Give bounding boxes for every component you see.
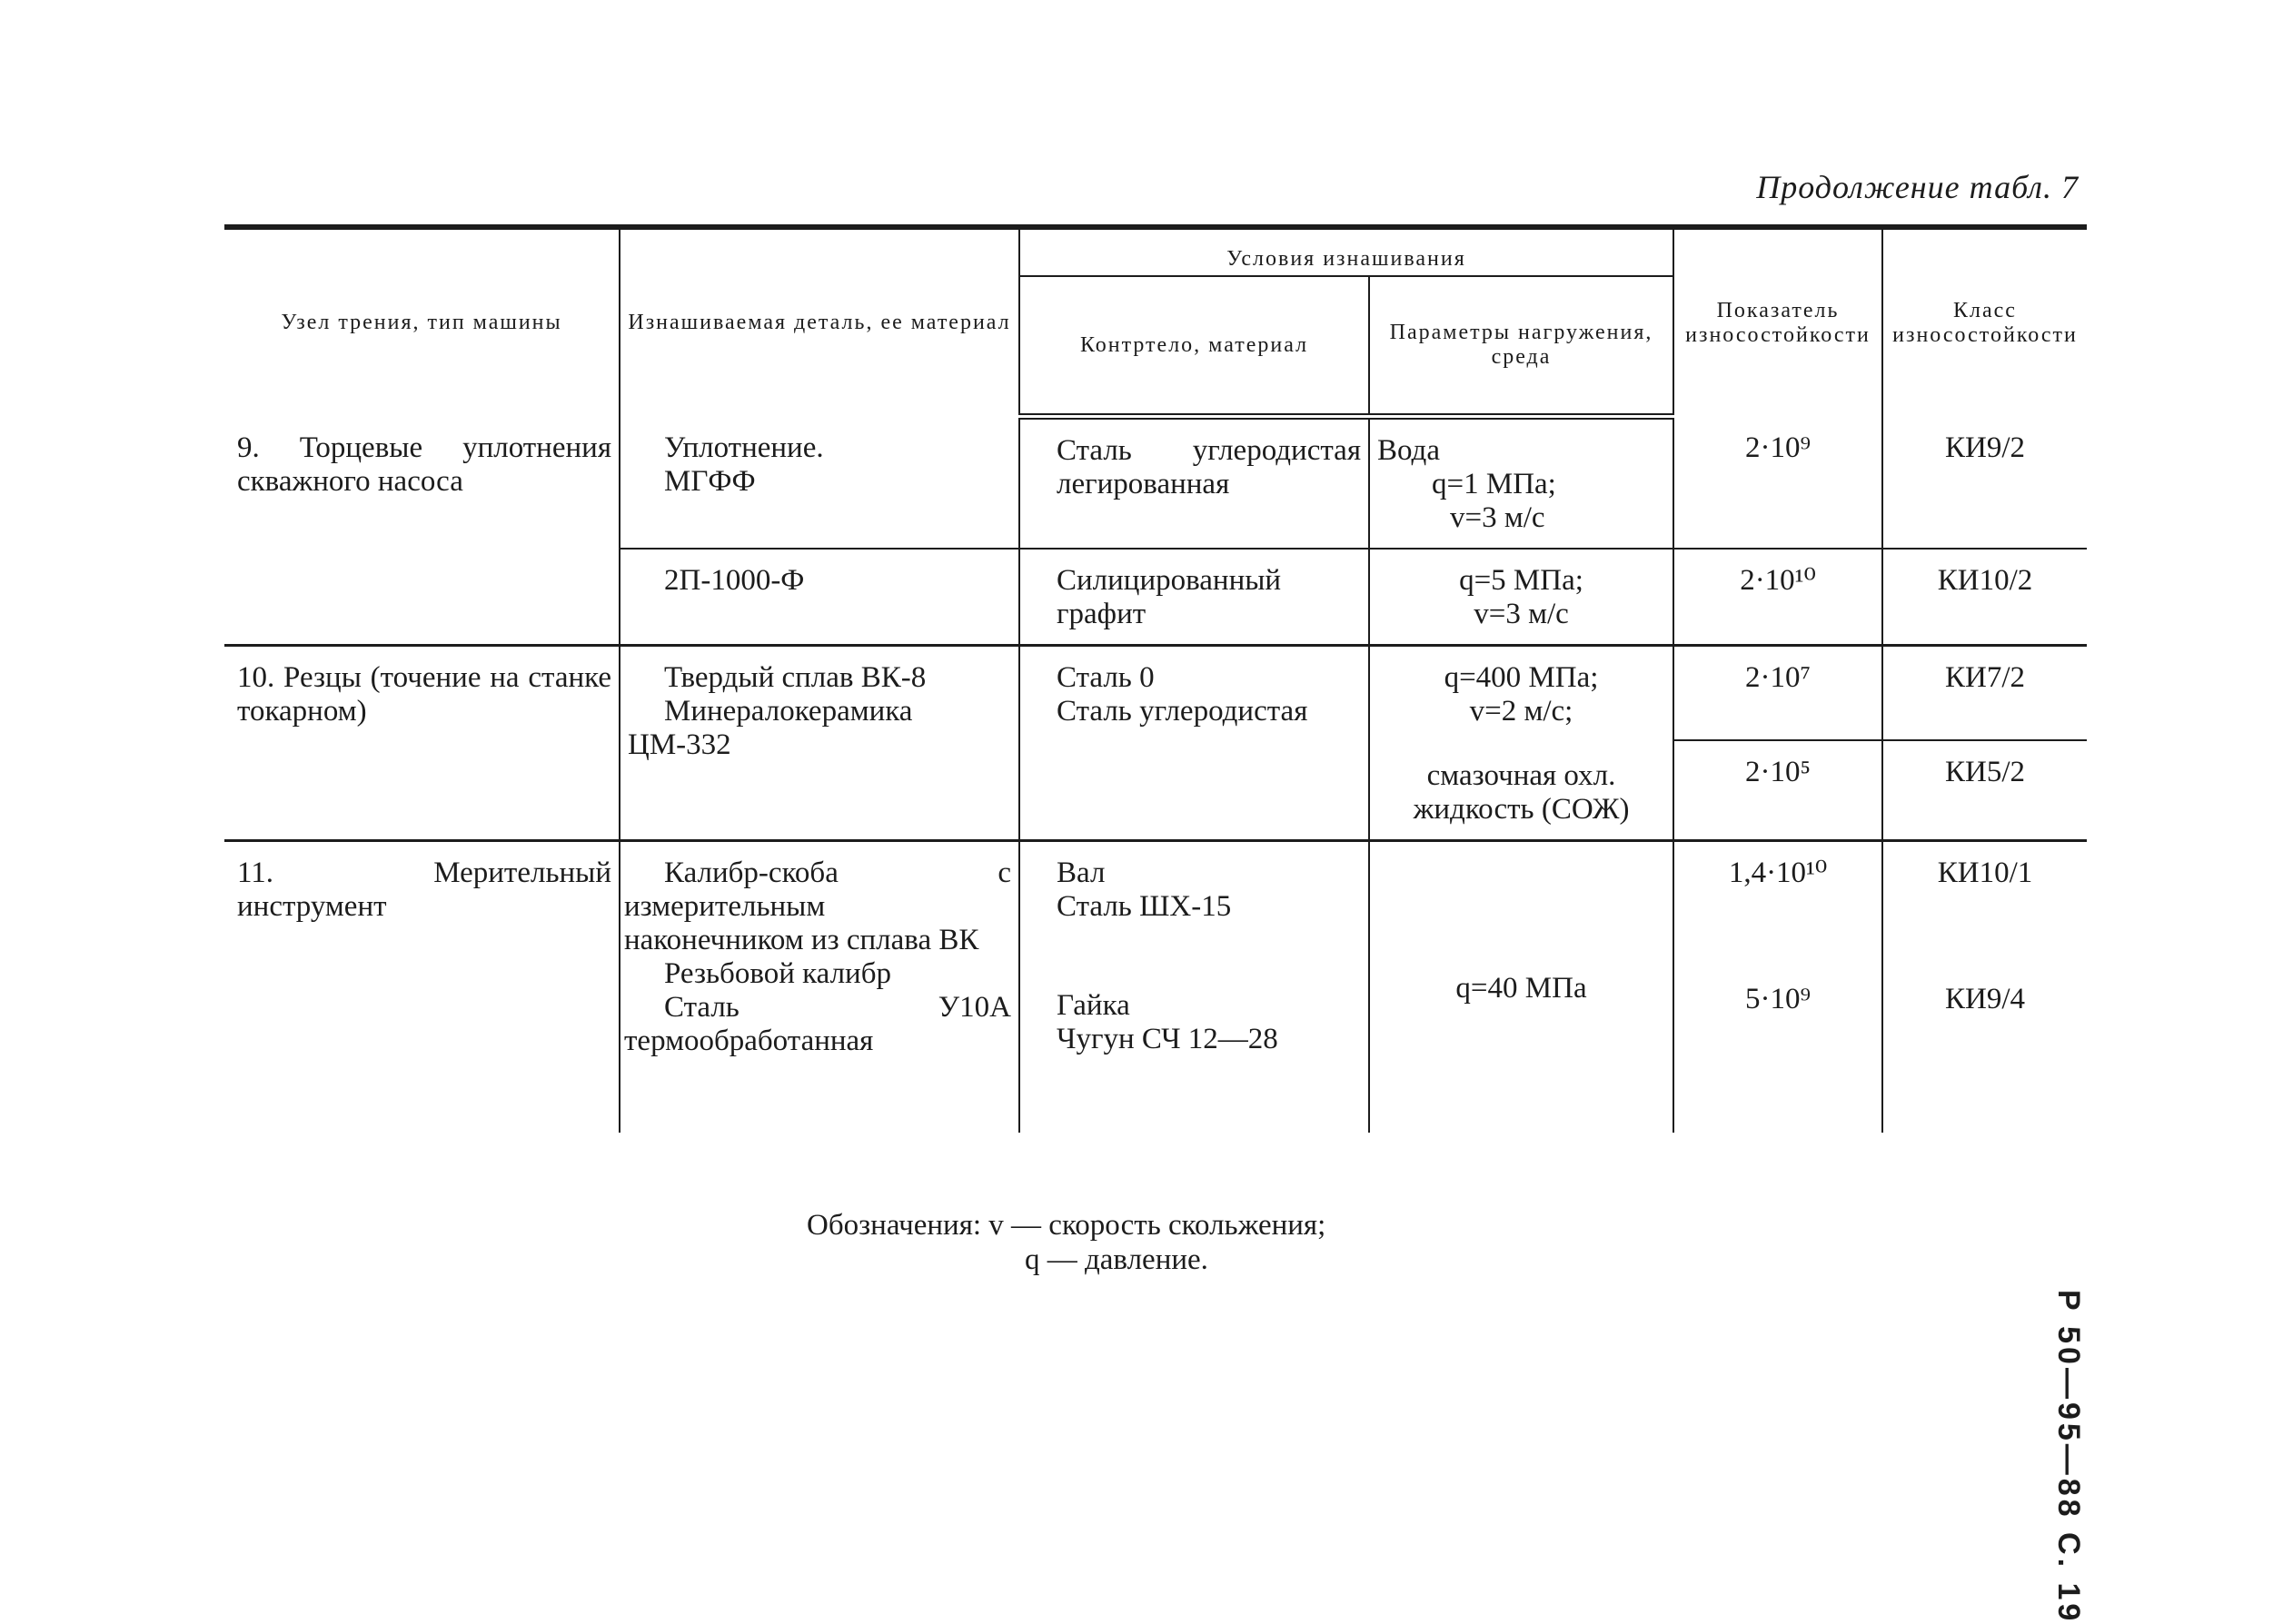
- row11b-class: КИ9/4: [1944, 983, 2025, 1015]
- row10a-index: 2·10⁷: [1673, 646, 1882, 741]
- row10-counterbody: Сталь 0 Сталь углеродистая: [1019, 646, 1369, 841]
- row11-counterbody: Вал Сталь ШХ-15 Гайка Чугун СЧ 12—28: [1019, 841, 1369, 1134]
- legend-line-pressure: q — давление.: [1025, 1243, 1208, 1276]
- row9b-index: 2·10¹⁰: [1673, 549, 1882, 646]
- legend: [807, 1208, 1325, 1277]
- row10-node: 10. Резцы (точение на станке токарном): [224, 646, 620, 841]
- header-part: Изнашиваемая деталь, ее материал: [620, 227, 1019, 417]
- legend-line-speed: Обозначения: v — скорость скольжения;: [807, 1209, 1326, 1242]
- row10-part: Твердый сплав ВК-8 Минералокерамика ЦМ-332: [620, 646, 1019, 841]
- row10-params: q=400 МПа; v=2 м/с; смазочная охл. жидкость (СОЖ): [1369, 646, 1673, 841]
- row9a-counterbody: Сталь углеродистая легированная: [1019, 417, 1369, 550]
- header-class: Класс износостойкости: [1882, 227, 2087, 417]
- row9b-counterbody: Силицированный графит: [1019, 549, 1369, 646]
- table-continuation-caption: Продолжение табл. 7: [1756, 169, 2079, 205]
- row11a-class: КИ10/1: [1937, 857, 2033, 889]
- header-conditions: Условия изнашивания: [1019, 227, 1673, 276]
- header-counterbody: Контртело, материал: [1019, 276, 1369, 417]
- row11-class: [1882, 841, 2087, 1134]
- row9b-class: КИ10/2: [1882, 549, 2087, 646]
- page-side-label: Р 50—95—88 С. 19: [2051, 1290, 2086, 1624]
- header-node: Узел трения, тип машины: [224, 227, 620, 417]
- row11b-index: 5·10⁹: [1745, 983, 1811, 1015]
- header-index: Показатель износостойкости: [1673, 227, 1882, 417]
- table-row: [224, 841, 2087, 1134]
- row11-part: Калибр-скоба с измерительным наконечником из сплава ВК Резьбовой калибр Сталь У10А термообработанная: [620, 841, 1019, 1134]
- row11a-index: 1,4·10¹⁰: [1728, 857, 1828, 889]
- row9a-part: Уплотнение. МГФФ: [620, 417, 1019, 550]
- header-params: Параметры нагружения, среда: [1369, 276, 1673, 417]
- row10b-class: КИ5/2: [1882, 740, 2087, 841]
- row10b-index: 2·10⁵: [1673, 740, 1882, 841]
- row11-params: q=40 МПа: [1369, 841, 1673, 1134]
- row11-node: 11. Мерительный инструмент: [237, 857, 611, 923]
- row11-index: [1673, 841, 1882, 1134]
- row9-node: 9. Торцевые уплотнения скважного насоса: [224, 417, 620, 646]
- wear-resistance-table: [224, 224, 2087, 1133]
- row9b-params: q=5 МПа; v=3 м/с: [1369, 549, 1673, 646]
- row9b-part: 2П-1000-Ф: [620, 549, 1019, 646]
- row9a-class: КИ9/2: [1882, 417, 2087, 550]
- row9a-index: 2·10⁹: [1673, 417, 1882, 550]
- table-row: [224, 417, 2087, 550]
- row9a-params: Вода q=1 МПа; v=3 м/с: [1369, 417, 1673, 550]
- table-row: [224, 646, 2087, 741]
- row10a-class: КИ7/2: [1882, 646, 2087, 741]
